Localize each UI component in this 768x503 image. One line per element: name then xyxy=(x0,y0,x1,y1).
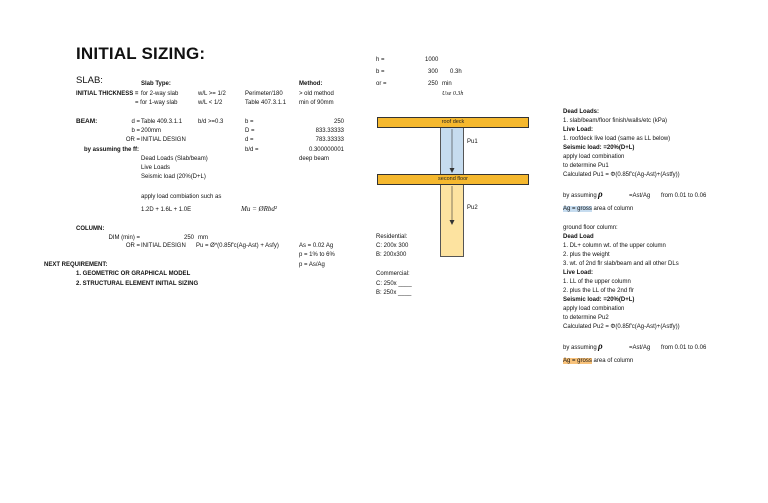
use-note: Use 0.3h xyxy=(442,91,464,97)
beam-load-seismic: Seismic load (20%(D+L) xyxy=(141,174,206,180)
live-load-item: 1. roofdeck live load (same as LL below) xyxy=(563,136,671,142)
seismic-load-top: Seismic load: =20%(D+L) xyxy=(563,145,635,151)
commercial-label: Commercial: xyxy=(376,271,410,277)
h-value: 1000 xyxy=(425,57,439,63)
beam-or-value: INITIAL DESIGN xyxy=(141,137,186,143)
calc-b-value: 250 xyxy=(333,119,344,125)
dead-load-item-2: 2. plus the weight xyxy=(563,252,610,258)
column-or-label: OR = xyxy=(125,243,140,249)
seismic-load-bottom: Seismic load: =20%(D+L) xyxy=(563,297,635,303)
ag-rest-bottom: area of column xyxy=(593,358,634,364)
rule-2way: Perimeter/180 xyxy=(245,91,283,97)
mu-formula: Mu = ØRbd² xyxy=(241,205,277,213)
b-note: 0.3h xyxy=(450,69,462,75)
calc-bd-value: 0.300000001 xyxy=(308,147,344,153)
commercial-column: C: 250x ____ xyxy=(376,281,412,287)
combo-formula: 1.2D + 1.6L + 1.0E xyxy=(141,207,192,213)
or-label: or = xyxy=(376,81,387,87)
beam-load-dead: Dead Loads (Slab/beam) xyxy=(141,156,208,162)
calc-d-value: 783.33333 xyxy=(315,137,344,143)
slab-type-2way: for 2-way slab xyxy=(141,91,179,97)
h-label: h = xyxy=(376,57,385,63)
apply-combo-top: apply load combination xyxy=(563,154,625,160)
rule-1way: Table 407.3.1.1 xyxy=(245,100,287,106)
as-line-1: As = 0.02 Ag xyxy=(299,243,334,249)
beam-heading: BEAM: xyxy=(76,118,98,125)
ag-line-bottom xyxy=(563,357,633,365)
calc-b-label: b = xyxy=(245,119,254,125)
beam-bd-ratio: b/d >=0.3 xyxy=(198,119,224,125)
rho-top: ρ xyxy=(598,189,603,199)
dead-load-item-1: 1. DL+ column wt. of the upper column xyxy=(563,243,666,249)
slab-heading: SLAB: xyxy=(76,75,103,86)
live-load-header-bottom: Live Load: xyxy=(563,270,594,276)
slab-type-header: Slab Type: xyxy=(141,81,171,87)
beam-b-value: 200mm xyxy=(141,128,162,134)
calculated-pu2: Calculated Pu2 = Φ(0.85f'c(Ag-Ast)+(Astfy)) xyxy=(563,324,680,330)
dead-load-header: Dead Load xyxy=(563,234,594,240)
calc-d-cap-label: D = xyxy=(245,128,255,134)
column-dim-label: DIM (min) = xyxy=(108,235,140,241)
determine-pu1: to determine Pu1 xyxy=(563,163,609,169)
ground-floor-header: ground floor column: xyxy=(563,225,618,231)
column-dim-value: 250 xyxy=(184,235,195,241)
method-2way: > old method xyxy=(299,91,334,97)
pu1-arrow-head xyxy=(450,168,455,173)
ratio-2way: w/L >= 1/2 xyxy=(198,91,226,97)
or-value: 250 xyxy=(428,81,439,87)
initial-thickness-label: INITIAL THICKNESS = xyxy=(76,91,139,97)
b-label: b = xyxy=(376,69,385,75)
beam-load-live: Live Loads xyxy=(141,165,171,171)
b-value: 300 xyxy=(428,69,439,75)
ag-rest-top: area of column xyxy=(593,206,634,212)
ratio-1way: w/L < 1/2 xyxy=(198,100,223,106)
next-req-heading: NEXT REQUIREMENT: xyxy=(44,262,108,268)
pu1-label: Pu1 xyxy=(467,139,478,145)
ag-highlight-top: Ag = gross xyxy=(563,206,592,212)
beam-assume-label: by assuming the ff: xyxy=(84,147,140,153)
column-dim-unit: mm xyxy=(198,235,208,241)
column-or-value: INITIAL DESIGN xyxy=(141,243,186,249)
assuming-top: by assuming xyxy=(563,193,597,199)
commercial-beam: B: 250x ____ xyxy=(376,290,412,296)
ag-highlight-bottom: Ag = gross xyxy=(563,358,592,364)
ag-line-top xyxy=(563,205,633,213)
live-load-item-1: 1. LL of the upper column xyxy=(563,279,631,285)
range-top: from 0.01 to 0.06 xyxy=(661,193,707,199)
pu2-arrow-head xyxy=(450,220,455,225)
beam-b-label: b = xyxy=(131,128,140,134)
or-unit: min xyxy=(442,81,452,87)
calc-bd-label: b/d = xyxy=(245,147,259,153)
beam-or-label: OR = xyxy=(125,137,140,143)
determine-pu2: to determine Pu2 xyxy=(563,315,609,321)
residential-beam: B: 200x300 xyxy=(376,252,407,258)
rho-eq-bottom: =Ast/Ag xyxy=(629,345,651,351)
slab-type-1way: = for 1-way slab xyxy=(135,100,178,106)
next-req-item-2: 2. STRUCTURAL ELEMENT INITIAL SIZING xyxy=(76,281,199,287)
next-req-item-1: 1. GEOMETRIC OR GRAPHICAL MODEL xyxy=(76,271,191,277)
residential-label: Residential: xyxy=(376,234,408,240)
page-title: INITIAL SIZING: xyxy=(76,44,206,63)
second-floor-label: second floor xyxy=(438,176,468,182)
beam-d-table: Table 409.3.1.1 xyxy=(141,119,183,125)
beam-d-label: d = xyxy=(131,119,140,125)
live-load-item-2: 2. plus the LL of the 2nd flr xyxy=(563,288,634,294)
roof-deck-label: roof deck xyxy=(441,119,465,125)
rho-bottom: ρ xyxy=(598,341,603,351)
pu2-label: Pu2 xyxy=(467,205,478,211)
calculated-pu1: Calculated Pu1 = Φ(0.85f'c(Ag-Ast)+(Astfy)) xyxy=(563,172,680,178)
method-header: Method: xyxy=(299,81,323,87)
calc-d-cap-value: 833.33333 xyxy=(315,128,344,134)
dead-loads-item: 1. slab/beam/floor finish/walls/etc (kPa) xyxy=(563,118,668,124)
calc-d-label: d = xyxy=(245,137,254,143)
assuming-bottom: by assuming xyxy=(563,345,597,351)
method-1way: min of 90mm xyxy=(299,100,334,106)
column-heading: COLUMN: xyxy=(76,226,105,232)
live-load-header: Live Load: xyxy=(563,127,594,133)
dead-loads-header: Dead Loads: xyxy=(563,109,600,115)
residential-column: C: 200x 300 xyxy=(376,243,409,249)
dead-load-item-3: 3. wt. of 2nd flr slab/beam and all other DLs xyxy=(563,261,679,267)
apply-combo-bottom: apply load combination xyxy=(563,306,625,312)
range-bottom: from 0.01 to 0.06 xyxy=(661,345,707,351)
pu-formula: Pu = Ø*(0.85f'c(Ag-Ast) + Asfy) xyxy=(196,243,279,249)
rho-eq-top: =Ast/Ag xyxy=(629,193,651,199)
calc-note: deep beam xyxy=(299,156,330,162)
as-line-3: p = As/Ag xyxy=(299,262,325,268)
combo-label: apply load combiation such as xyxy=(141,194,222,200)
as-line-2: p = 1% to 6% xyxy=(299,252,335,258)
